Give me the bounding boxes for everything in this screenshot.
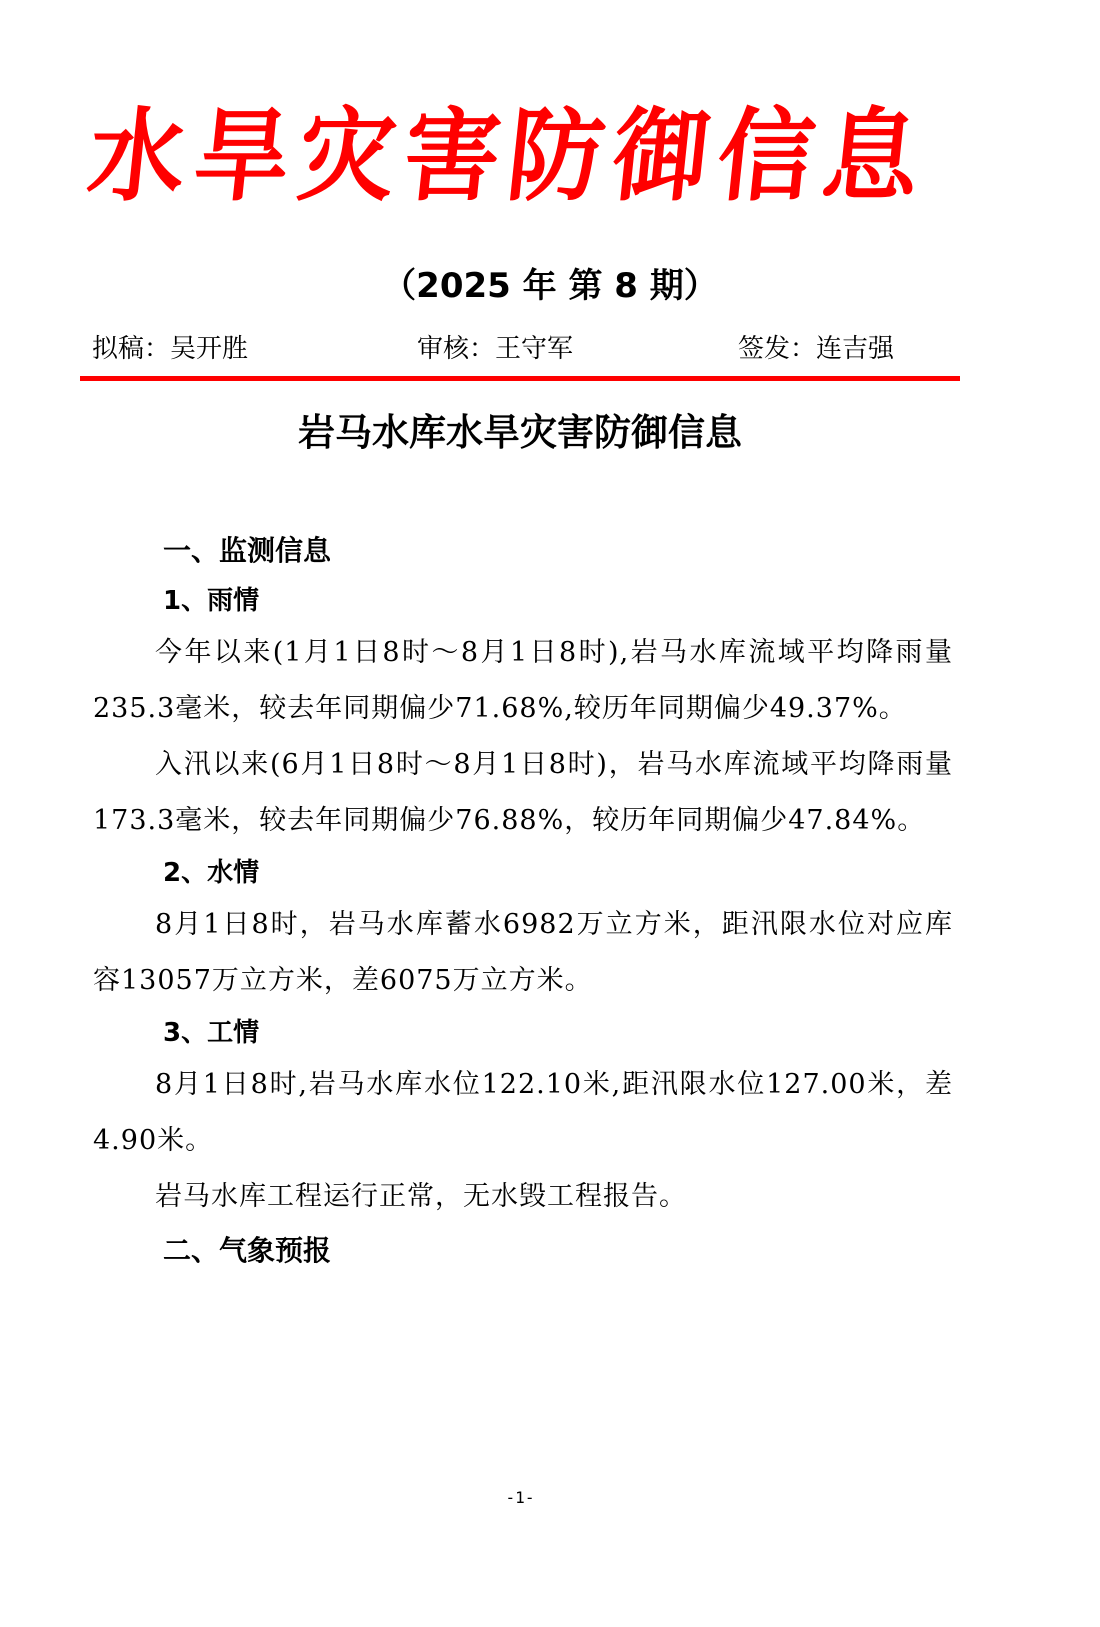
section-heading-forecast: 二、气象预报 bbox=[163, 1234, 332, 1267]
signers-row bbox=[92, 328, 942, 368]
masthead-char: 害 bbox=[397, 96, 506, 215]
issuer: 签发：连吉强 bbox=[738, 334, 895, 364]
subheading-works: 3、工情 bbox=[163, 1018, 260, 1048]
masthead-char: 息 bbox=[816, 96, 926, 215]
paragraph-water-level: 8月1日8时,岩马水库水位122.10米,距汛限水位127.00米，差4.90米。 bbox=[93, 1069, 953, 1156]
masthead-char: 信 bbox=[712, 96, 821, 215]
red-divider bbox=[80, 376, 960, 381]
masthead-char: 水 bbox=[82, 96, 192, 215]
subheading-water: 2、水情 bbox=[163, 858, 260, 888]
masthead-char: 防 bbox=[502, 96, 611, 215]
paragraph-rain-flood-season: 入汛以来(6月1日8时～8月1日8时)，岩马水库流域平均降雨量173.3毫米，较去年同期偏少76.88%，较历年同期偏少47.84%。 bbox=[93, 749, 953, 836]
masthead-char: 灾 bbox=[292, 96, 402, 215]
paragraph-water-storage: 8月1日8时，岩马水库蓄水6982万立方米，距汛限水位对应库容13057万立方米，差6075万立方米。 bbox=[93, 909, 953, 996]
page-number: -1- bbox=[505, 1488, 535, 1507]
paragraph-works-status: 岩马水库工程运行正常，无水毁工程报告。 bbox=[155, 1181, 687, 1212]
reviewer: 审核：王守军 bbox=[417, 334, 574, 364]
issue-number: （2025 年 第 8 期） bbox=[382, 266, 718, 306]
drafter: 拟稿：吴开胜 bbox=[92, 334, 249, 364]
document-body bbox=[93, 525, 953, 1277]
section-heading-monitoring: 一、监测信息 bbox=[163, 534, 332, 567]
paragraph-rain-year: 今年以来(1月1日8时～8月1日8时),岩马水库流域平均降雨量235.3毫米，较去年同期偏少71.68%,较历年同期偏少49.37%。 bbox=[93, 637, 953, 724]
document-title: 岩马水库水旱灾害防御信息 bbox=[298, 411, 742, 454]
masthead-char: 旱 bbox=[187, 96, 297, 215]
masthead-char: 御 bbox=[607, 96, 716, 215]
masthead-title bbox=[82, 88, 926, 215]
subheading-rain: 1、雨情 bbox=[163, 586, 260, 616]
